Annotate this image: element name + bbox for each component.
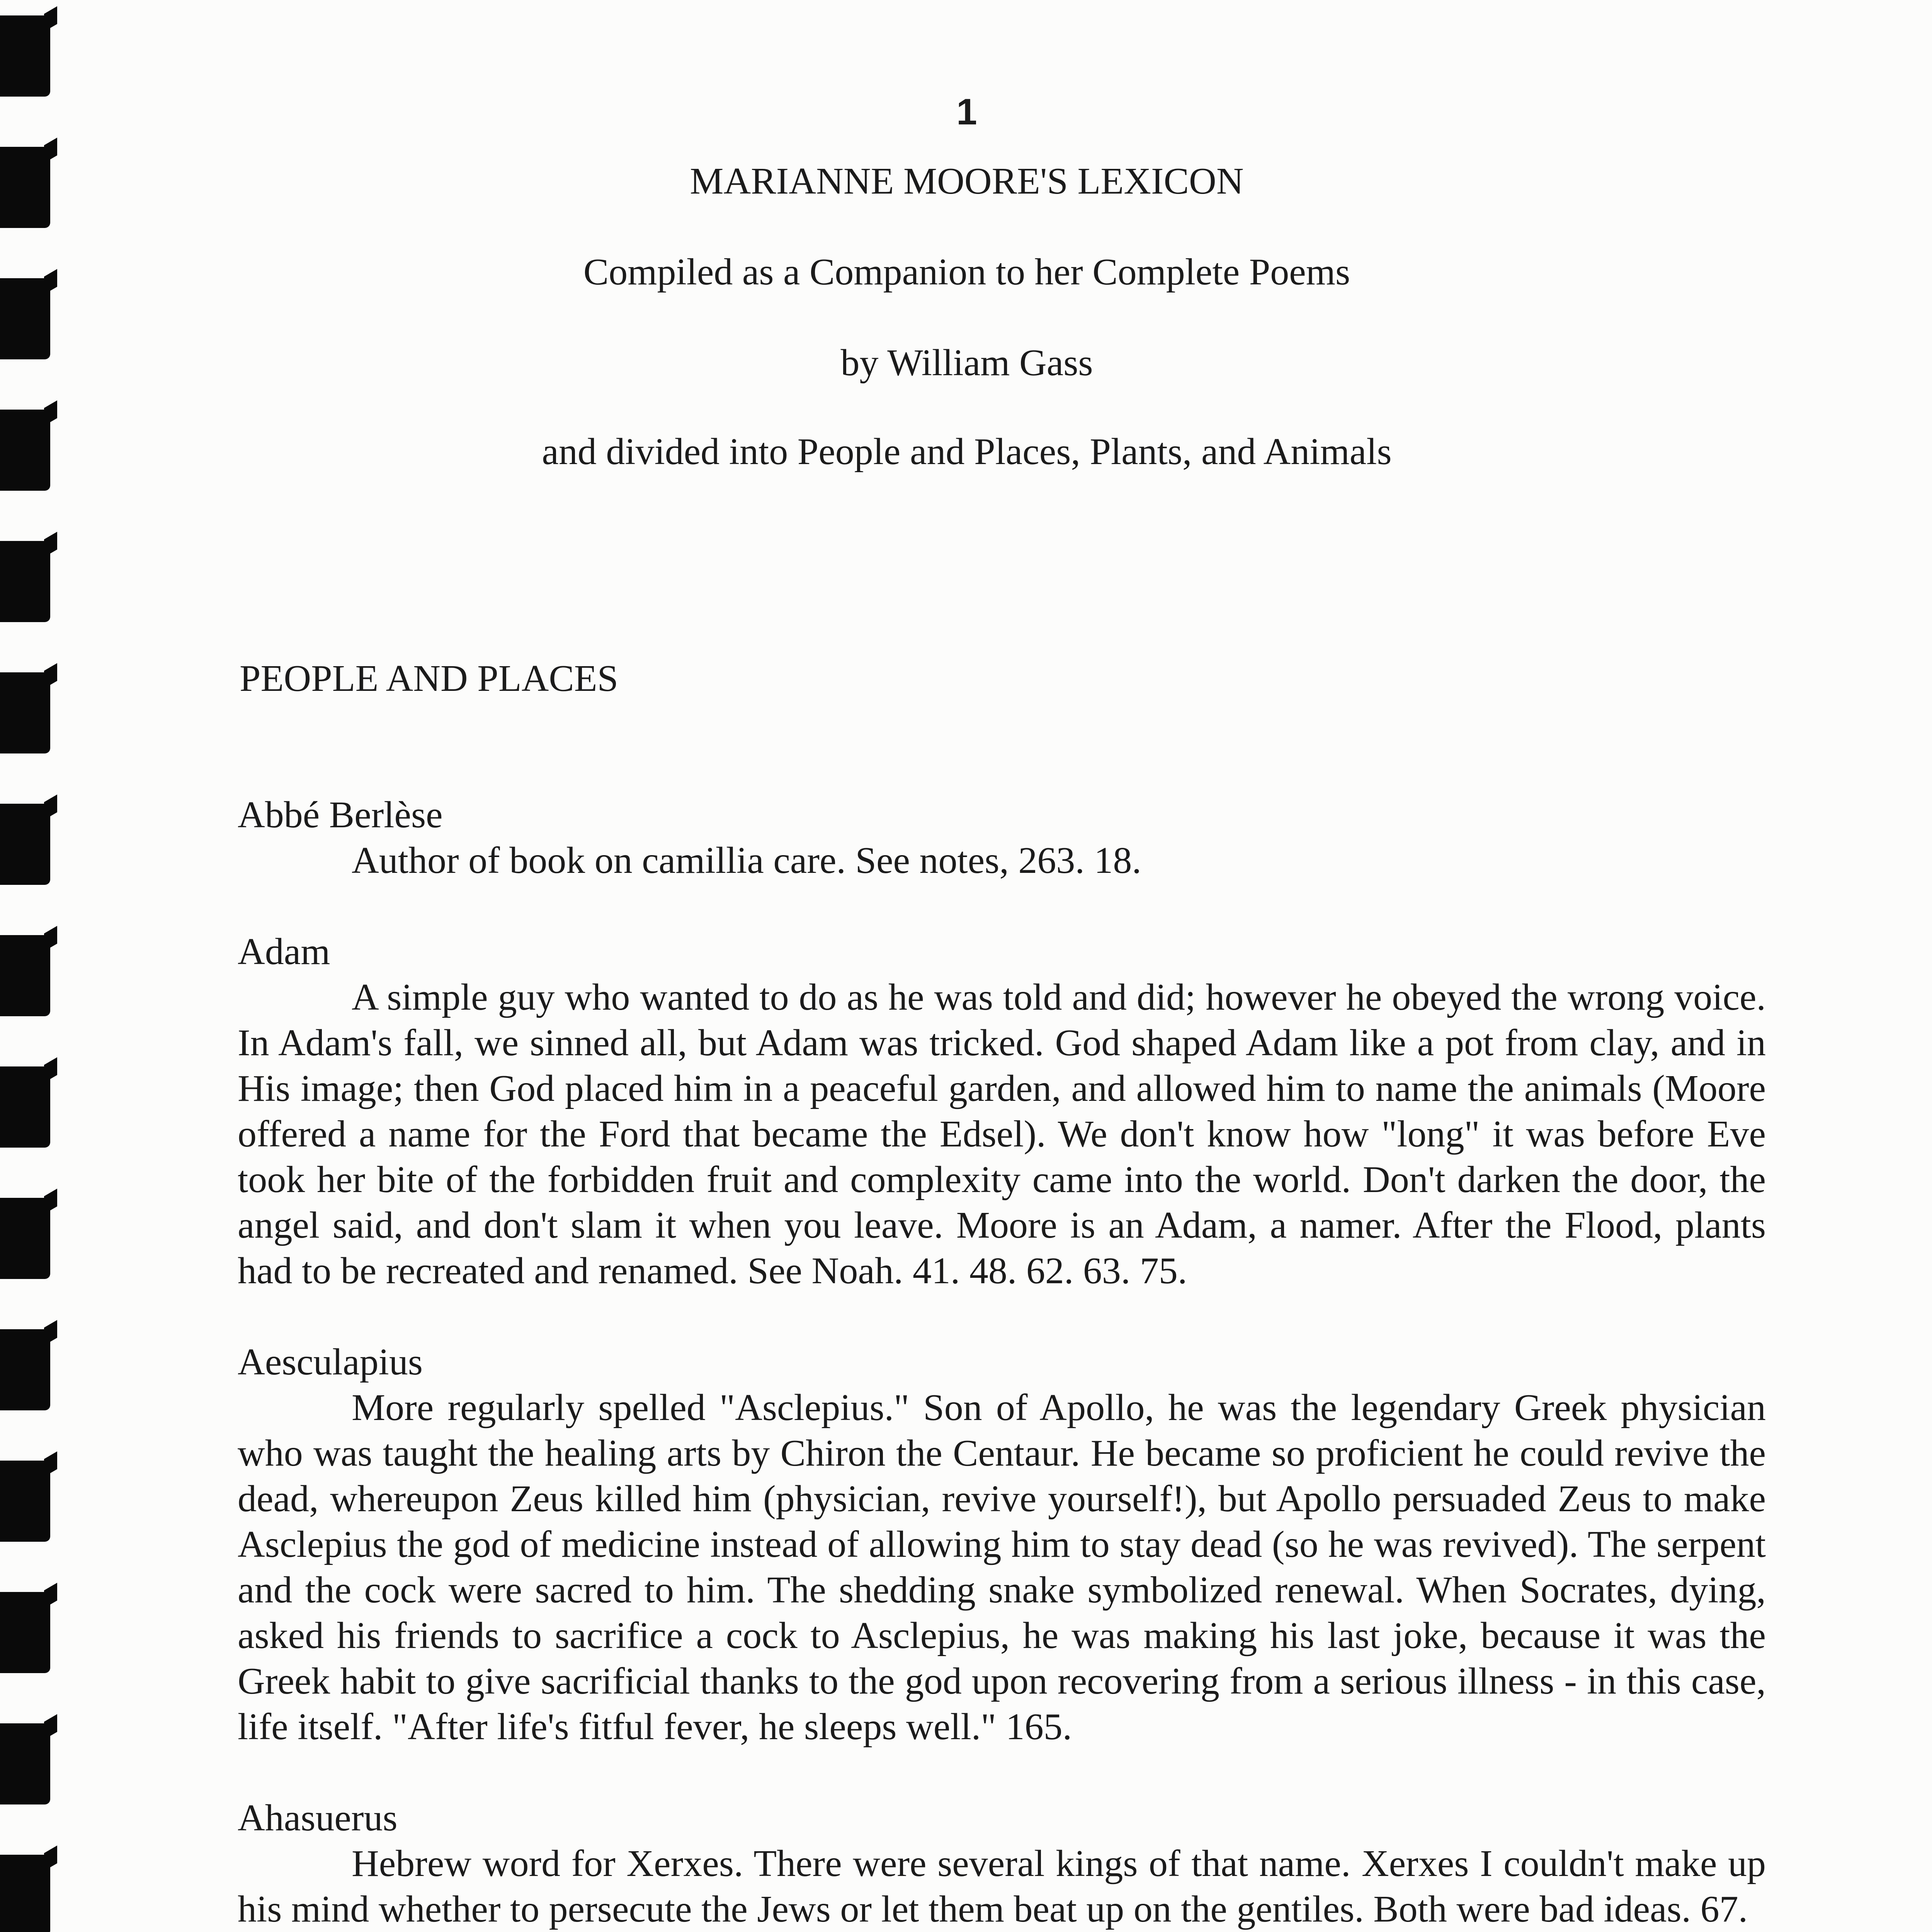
entry-definition: A simple guy who wanted to do as he was told and did; however he obeyed the wrong voice. In Adam's fall, we sinned all, but Adam was tricked. God shaped Adam like a pot from clay, and in His image; then God placed him in a peaceful garden, and allowed him to name the animals (Moore offered a name for the Ford that became the Edsel). We don't know how "long" it was before Eve took her bite of the forbidden fruit and complexity came into the world. Don't darken the door, the angel said, and don't slam it when you leave. Moore is an Adam, a namer. After the Flood, plants had to be recreated and renamed. See Noah. 41. 48. 62. 63. 75. bbox=[238, 976, 1766, 1292]
binding-hole bbox=[0, 935, 50, 1016]
binding-hole bbox=[0, 1855, 50, 1932]
entry-definition: Hebrew word for Xerxes. There were several kings of that name. Xerxes I couldn't make up his mind whether to persecute the Jews or let them beat up on the gentiles. Both were bad ideas. 67. bbox=[238, 1843, 1766, 1930]
lexicon-entry bbox=[238, 792, 1766, 883]
binding-hole bbox=[0, 541, 50, 622]
binding-hole bbox=[0, 1066, 50, 1148]
binding-hole bbox=[0, 15, 50, 97]
binding-hole bbox=[0, 1461, 50, 1542]
binding-hole bbox=[0, 804, 50, 885]
entry-definition: Author of book on camillia care. See notes, 263. 18. bbox=[352, 840, 1141, 881]
entry-term: Abbé Berlèse bbox=[238, 794, 443, 836]
binding-hole bbox=[0, 1723, 50, 1804]
lexicon-entry bbox=[238, 1339, 1766, 1750]
entry-term: Ahasuerus bbox=[238, 1797, 398, 1839]
document-title: MARIANNE MOORE'S LEXICON bbox=[690, 160, 1244, 202]
entry-term: Adam bbox=[238, 931, 330, 973]
lexicon-entry bbox=[238, 929, 1766, 1294]
document-subtitle: Compiled as a Companion to her Complete Poems bbox=[583, 251, 1350, 293]
binding-hole bbox=[0, 1198, 50, 1279]
author-line: by William Gass bbox=[840, 342, 1093, 384]
entry-term: Aesculapius bbox=[238, 1341, 423, 1383]
entry-definition: More regularly spelled "Asclepius." Son of Apollo, he was the legendary Greek physician who was taught the healing arts by Chiron the Centaur. He became so proficient he could revive the dead, whereupon Zeus killed him (physician, revive yourself!), but Apollo persuaded Zeus to make Asclepius the god of medicine instead of allowing him to stay dead (so he was revived). The serpent and the cock were sacred to him. The shedding snake symbolized renewal. When Socrates, dying, asked his friends to sacrifice a cock to Asclepius, he was making his last joke, because it was the Greek habit to give sacrificial thanks to the god upon recovering from a serious illness - in this case, life itself. "After life's fitful fever, he sleeps well." 165. bbox=[238, 1387, 1766, 1748]
binding-hole bbox=[0, 1329, 50, 1410]
section-heading: PEOPLE AND PLACES bbox=[240, 658, 619, 699]
binding-hole bbox=[0, 672, 50, 753]
binding-hole bbox=[0, 1592, 50, 1673]
lexicon-entries bbox=[238, 792, 1766, 1932]
page-number: 1 bbox=[956, 91, 977, 133]
lexicon-entry bbox=[238, 1795, 1766, 1932]
division-line: and divided into People and Places, Plants, and Animals bbox=[542, 431, 1392, 473]
